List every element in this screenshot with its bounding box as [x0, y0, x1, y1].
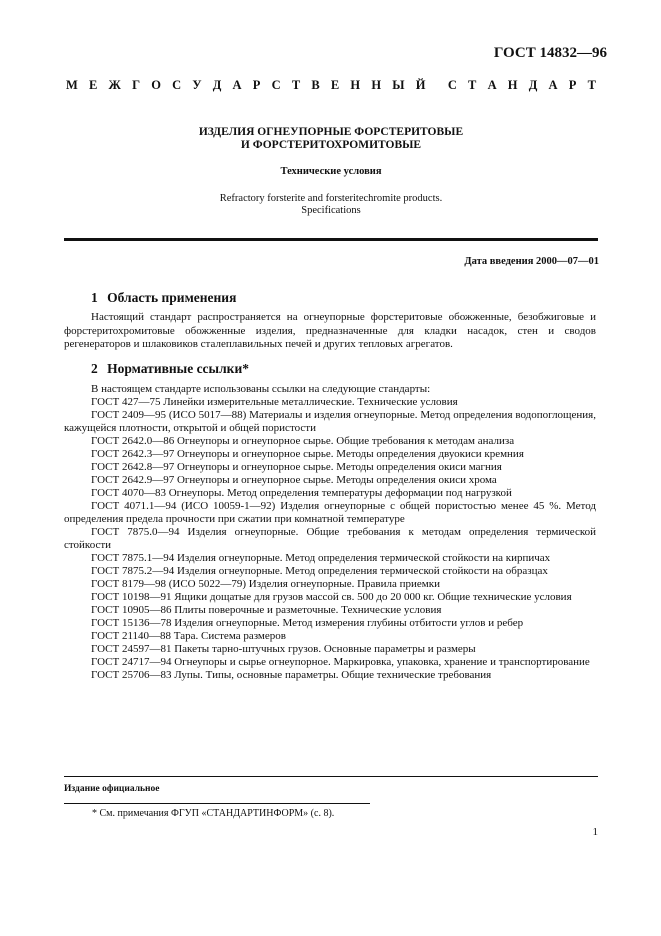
banner-letter: Т [468, 78, 477, 92]
banner-letter: А [487, 78, 497, 92]
banner-letter: С [447, 78, 457, 92]
english-title [66, 193, 596, 217]
banner-letter: Д [528, 78, 538, 92]
reference-item: ГОСТ 2409—95 (ИСО 5017—88) Материалы и изделия огнеупорные. Метод определения водопоглощения, кажущейся плотности, открытой и общей пористости [64, 409, 596, 434]
banner-letter: Р [252, 78, 261, 92]
banner-letter: Г [132, 78, 141, 92]
header-divider [64, 238, 598, 241]
section-2-number: 2 [91, 361, 98, 376]
banner-letter: У [192, 78, 202, 92]
reference-item: ГОСТ 24717—94 Огнеупоры и сырье огнеупорное. Маркировка, упаковка, хранение и транспортирование [91, 656, 590, 668]
banner-letter: С [271, 78, 281, 92]
reference-item: ГОСТ 2642.8—97 Огнеупоры и огнеупорное сырье. Методы определения окиси магния [91, 461, 502, 473]
section-1-title: Область применения [107, 290, 237, 305]
footnote: * См. примечания ФГУП «СТАНДАРТИНФОРМ» (с. 8). [92, 808, 335, 819]
reference-item: ГОСТ 7875.1—94 Изделия огнеупорные. Метод определения термической стойкости на кирпичах [91, 552, 551, 564]
english-title-line-1: Refractory forsterite and forsteritechromite products. [219, 193, 443, 204]
title-line-2: И ФОРСТЕРИТОХРОМИТОВЫЕ [240, 139, 422, 151]
reference-item: ГОСТ 24597—81 Пакеты тарно-штучных грузов. Основные параметры и размеры [91, 643, 476, 655]
reference-item: ГОСТ 2642.9—97 Огнеупоры и огнеупорное сырье. Методы определения окиси хрома [91, 474, 497, 486]
page-number: 1 [592, 826, 598, 838]
banner-letter: Н [507, 78, 518, 92]
banner-letter: О [151, 78, 161, 92]
reference-item: ГОСТ 427—75 Линейки измерительные металлические. Технические условия [91, 396, 458, 408]
document-subtitle: Технические условия [280, 166, 382, 177]
title-line-1: ИЗДЕЛИЯ ОГНЕУПОРНЫЕ ФОРСТЕРИТОВЫЕ [198, 126, 464, 138]
reference-item: ГОСТ 2642.0—86 Огнеупоры и огнеупорное сырье. Общие требования к методам анализа [91, 435, 515, 447]
banner-letter: Д [212, 78, 222, 92]
banner-letter: В [311, 78, 320, 92]
section-1-text: Настоящий стандарт распространяется на огнеупорные форстеритовые обожженные, безобжиговые и форстеритохромитовые обожженные изделия, предназначенные для кладки насадок, стен и сводов регенераторов и шлаковиков сталеплавильных печей и других тепловых агрегатов. [64, 311, 596, 351]
references-intro: В настоящем стандарте использованы ссылки на следующие стандарты: [91, 383, 431, 395]
section-1-number: 1 [91, 290, 98, 305]
reference-item: ГОСТ 21140—88 Тара. Система размеров [91, 630, 286, 642]
interstate-standard-banner [66, 78, 596, 93]
section-1-heading [91, 290, 236, 306]
section-2-title: Нормативные ссылки* [107, 361, 249, 376]
banner-letter: А [548, 78, 558, 92]
banner-letter: С [172, 78, 182, 92]
official-edition-label: Издание официальное [64, 784, 160, 794]
reference-item: ГОСТ 25706—83 Лупы. Типы, основные параметры. Общие технические требования [91, 669, 492, 681]
reference-item: ГОСТ 10198—91 Ящики дощатые для грузов массой св. 500 до 20 000 кг. Общие технические условия [91, 591, 572, 603]
reference-item: ГОСТ 7875.0—94 Изделия огнеупорные. Общие требования к методам определения термической стойкости [64, 526, 596, 551]
reference-item: ГОСТ 2642.3—97 Огнеупоры и огнеупорное сырье. Методы определения двуокиси кремния [91, 448, 524, 460]
footer-divider [64, 776, 598, 777]
reference-item: ГОСТ 4071.1—94 (ИСО 10059-1—92) Изделия огнеупорные с общей пористостью менее 45 %. Метод определения предела прочности при сжатии при комнатной температуре [64, 500, 596, 525]
document-code: ГОСТ 14832—96 [493, 45, 607, 61]
banner-letter: Ж [108, 78, 121, 92]
banner-letter: Е [89, 78, 98, 92]
banner-letter: Т [291, 78, 301, 92]
reference-item: ГОСТ 15136—78 Изделия огнеупорные. Метод измерения глубины отбитости углов и ребер [91, 617, 524, 629]
english-title-line-2: Specifications [301, 205, 361, 216]
banner-letter: Р [568, 78, 577, 92]
banner-letter: Н [371, 78, 382, 92]
reference-item: ГОСТ 4070—83 Огнеупоры. Метод определения температуры деформации под нагрузкой [91, 487, 512, 499]
introduction-date: Дата введения 2000—07—01 [464, 256, 599, 267]
banner-letter: А [232, 78, 242, 92]
reference-item: ГОСТ 10905—86 Плиты поверочные и разметочные. Технические условия [91, 604, 442, 616]
normative-references-list [64, 383, 596, 682]
banner-letter: Т [587, 78, 596, 92]
footnote-divider [64, 803, 370, 804]
banner-letter: Н [350, 78, 361, 92]
banner-letter: Ы [392, 78, 405, 92]
banner-letter: М [66, 78, 78, 92]
banner-letter: Й [415, 78, 426, 92]
reference-item: ГОСТ 8179—98 (ИСО 5022—79) Изделия огнеупорные. Правила приемки [91, 578, 440, 590]
section-2-heading [91, 361, 249, 377]
banner-letter: Е [330, 78, 340, 92]
reference-item: ГОСТ 7875.2—94 Изделия огнеупорные. Метод определения термической стойкости на образцах [91, 565, 548, 577]
document-title [66, 126, 596, 152]
